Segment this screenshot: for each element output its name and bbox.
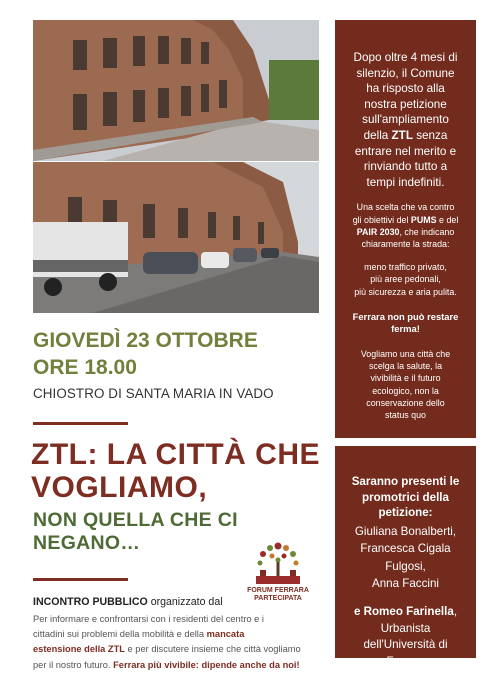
panel-ferrara-text: Ferrara non può restare ferma!: [352, 310, 459, 335]
subheadline: NON QUELLA CHE CI NEGANO…: [33, 509, 238, 554]
speakers-heading: Saranno presenti le promotrici della petizione:: [351, 475, 460, 520]
event-time: ORE 18.00: [33, 356, 137, 379]
panel-pums-text: Una scelta che va contro gli obiettivi del PUMS e del PAIR 2030, che indicano chiaramente la strada:: [352, 202, 459, 249]
panel-lead-text: Dopo oltre 4 mesi di silenzio, il Comune ha risposto alla nostra petizione sull'ampliamento della ZTL senza entrare nel merito e rinviando tutto a tempi indefiniti.: [353, 51, 458, 189]
street-photo-top: [33, 20, 319, 161]
petition-info-panel: [335, 20, 476, 438]
street-photo-bottom: [33, 162, 319, 313]
event-date: GIOVEDÌ 23 OTTOBRE: [33, 329, 258, 352]
event-venue: CHIOSTRO DI SANTA MARIA IN VADO: [33, 386, 274, 401]
logo-text: FORUM FERRARA PARTECIPATA: [247, 587, 309, 602]
body-text: Per informare e confrontarsi con i residenti del centro e i cittadini sui problemi della mobilità e della mancata estensione della ZTL e per discutere insieme che città vogliamo per il nostro futuro. Ferrara più vivibile: dipende anche da noi!: [33, 614, 301, 670]
intro-line: INCONTRO PUBBLICO organizzato dal: [33, 596, 223, 608]
speaker-urbanist: e Romeo Farinella, Urbanista dell'Università di Ferrara: [353, 605, 458, 668]
panel-goals-text: meno traffico privato, più aree pedonali, più sicurezza e aria pulita.: [354, 262, 457, 297]
panel-vision-text: Vogliamo una città che scelga la salute, la vivibilità e il futuro ecologico, non la conservazione dello status quo: [360, 348, 451, 420]
speakers-names: Giuliana Bonalberti, Francesca Cigala Fulgosi, Anna Faccini: [354, 524, 457, 590]
divider: [33, 578, 128, 581]
divider: [33, 422, 128, 425]
event-datetime: [33, 327, 258, 381]
headline: ZTL: LA CITTÀ CHE VOGLIAMO,: [31, 438, 321, 504]
speakers-panel: [335, 446, 476, 668]
